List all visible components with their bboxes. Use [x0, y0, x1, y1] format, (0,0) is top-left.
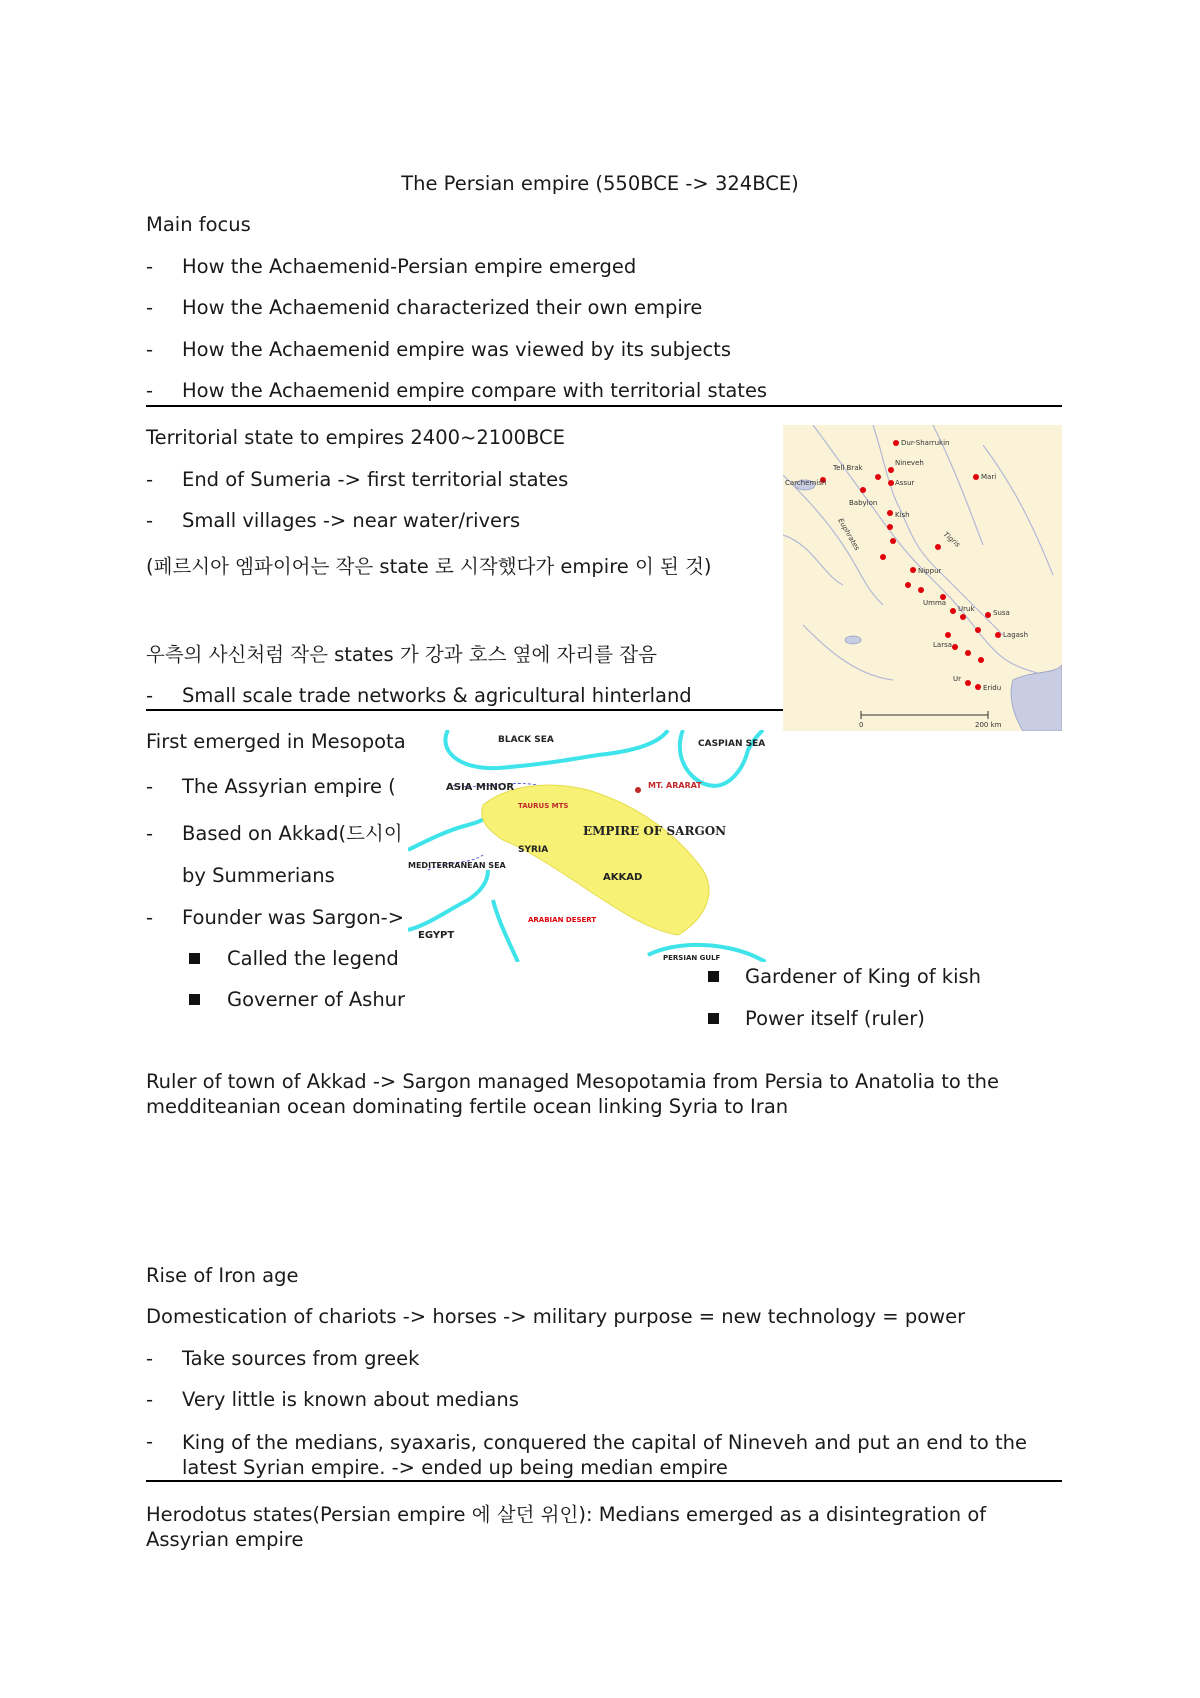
svg-text:Susa: Susa	[993, 609, 1010, 617]
svg-text:Tigris: Tigris	[941, 530, 962, 549]
svg-text:Nineveh: Nineveh	[895, 459, 924, 467]
svg-text:Nippur: Nippur	[918, 567, 942, 575]
svg-text:EGYPT: EGYPT	[418, 930, 455, 941]
dash-bullet-icon: -	[146, 509, 154, 532]
section-heading-iron-age: Rise of Iron age	[146, 1264, 299, 1287]
paragraph-ruler: Ruler of town of Akkad -> Sargon managed Mesopotamia from Persia to Anatolia to the medditeanian ocean dominating fertile ocean linking Syria to Iran	[146, 1070, 1000, 1118]
svg-text:Carchemish: Carchemish	[785, 479, 827, 487]
svg-text:Dur-Sharrukin: Dur-Sharrukin	[901, 439, 950, 447]
dash-bullet-icon: -	[146, 684, 154, 707]
svg-text:ARABIAN DESERT: ARABIAN DESERT	[528, 916, 597, 924]
dash-bullet-icon: -	[146, 338, 154, 361]
dash-bullet-icon: -	[146, 775, 154, 798]
svg-text:Tell Brak: Tell Brak	[833, 464, 863, 472]
dash-bullet-icon: -	[146, 1347, 154, 1370]
svg-text:MT. ARARAT: MT. ARARAT	[648, 781, 702, 790]
square-bullet-icon	[189, 953, 200, 964]
empire-of-sargon-map	[408, 730, 766, 962]
svg-text:Kish: Kish	[895, 511, 910, 519]
list-item-continuation: by Summerians	[182, 864, 335, 887]
korean-note: (페르시아 엠파이어는 작은 state 로 시작했다가 empire 이 된 것)	[146, 555, 712, 578]
svg-text:BLACK SEA: BLACK SEA	[498, 735, 554, 745]
svg-text:Mari: Mari	[981, 473, 997, 481]
horizontal-rule	[146, 1480, 1062, 1482]
dash-bullet-icon: -	[146, 906, 154, 929]
square-bullet-icon	[708, 1013, 719, 1024]
paragraph-chariots: Domestication of chariots -> horses -> military purpose = new technology = power	[146, 1305, 966, 1328]
mountain-marker	[635, 787, 641, 793]
svg-text:ASIA MINOR: ASIA MINOR	[446, 782, 515, 793]
section-heading-territorial: Territorial state to empires 2400~2100BCE	[146, 426, 565, 449]
svg-text:Lagash: Lagash	[1003, 631, 1029, 639]
svg-text:0: 0	[859, 721, 864, 729]
svg-text:SYRIA: SYRIA	[518, 845, 549, 855]
dash-bullet-icon: -	[146, 296, 154, 319]
svg-text:200 km: 200 km	[975, 721, 1002, 729]
dash-bullet-icon: -	[146, 822, 154, 845]
svg-text:Larsa: Larsa	[933, 641, 953, 649]
svg-text:Assur: Assur	[895, 479, 915, 487]
svg-text:PERSIAN GULF: PERSIAN GULF	[663, 954, 721, 962]
dash-bullet-icon: -	[146, 468, 154, 491]
section-heading-mesopotamia: First emerged in Mesopota	[146, 730, 406, 753]
mesopotamia-cities-map	[783, 425, 1062, 731]
horizontal-rule-partial	[146, 709, 783, 711]
svg-text:CASPIAN SEA: CASPIAN SEA	[698, 739, 766, 749]
svg-text:Babylon: Babylon	[849, 499, 878, 507]
dash-bullet-icon: -	[146, 1430, 154, 1453]
svg-text:EMPIRE OF SARGON: EMPIRE OF SARGON	[583, 824, 727, 838]
section-heading-main-focus: Main focus	[146, 213, 251, 236]
dash-bullet-icon: -	[146, 255, 154, 278]
svg-text:MEDITERRANEAN SEA: MEDITERRANEAN SEA	[408, 861, 506, 870]
svg-text:Umma: Umma	[923, 599, 947, 607]
svg-text:AKKAD: AKKAD	[603, 872, 643, 883]
square-bullet-icon	[189, 994, 200, 1005]
document-page: The Persian empire (550BCE -> 324BCE) Main focus - How the Achaemenid-Persian empire emerged - How the Achaemenid characterized their own empire - How the Achaemenid empire was viewed by its subjects - How the Achaemenid empire compare with territorial states Territorial state to empires 2400~2100BCE - End of Sumeria -> first territorial states - Small villages -> near water/rivers (페르시아 엠파이어는 작은 state 로 시작했다가 empire 이 된 것) 우측의 사신처럼 작은 states 가 강과 호스 옆에 자리를 잡음 - Small scale trade networks & agricultural hinterland First emerged in Mesopota - The Assyrian empire ( - Based on Akkad(드시이 by Summerians - Founder was Sargon-> Called the legend Governer of Ashur Gardener of King of kish Power itself (ruler) Ruler of town of Akkad -> Sargon managed Mesopotamia from Persia to Anatolia to the medditeanian ocean dominating fertile ocean linking Syria to Iran Rise of Iron age Domestication of chariots -> horses -> military purpose = new technology = power - Take sources from greek - Very little is known about medians - King of the medians, syaxaris, conquered the capital of Nineveh and put an end to the latest Syrian empire. -> ended up being median empire Herodotus states(Persian empire 에 살던 위인): Medians emerged as a disintegration of Assyrian empire Dur-Sharrukin Nineveh Assur Tell Brak Carchemish Mari Babylon Kish Nippur Uruk Ur Eridu Susa Lagash Umma Larsa Tigris Euphrates 0 200 km BLACK SEA CASPIAN SEA ASIA MINOR MT. ARARAT TAURUS MTS EMPIRE OF SARGON SYRIA MEDITERRANEAN SEA AKKAD EGYPT ARABIAN DESERT PERSIAN GULF	[0, 0, 1200, 1698]
page-title: The Persian empire (550BCE -> 324BCE)	[401, 172, 799, 195]
svg-text:Ur: Ur	[953, 675, 962, 683]
svg-text:Eridu: Eridu	[983, 684, 1002, 692]
horizontal-rule	[146, 405, 1062, 407]
korean-note-2: 우측의 사신처럼 작은 states 가 강과 호스 옆에 자리를 잡음	[146, 643, 657, 666]
dash-bullet-icon: -	[146, 1388, 154, 1411]
dash-bullet-icon: -	[146, 379, 154, 402]
svg-text:Uruk: Uruk	[958, 605, 975, 613]
svg-text:TAURUS MTS: TAURUS MTS	[518, 802, 569, 810]
square-bullet-icon	[708, 971, 719, 982]
paragraph-herodotus: Herodotus states(Persian empire 에 살던 위인): Medians emerged as a disintegration of Assyrian empire	[146, 1503, 987, 1551]
svg-text:Euphrates: Euphrates	[836, 517, 862, 552]
